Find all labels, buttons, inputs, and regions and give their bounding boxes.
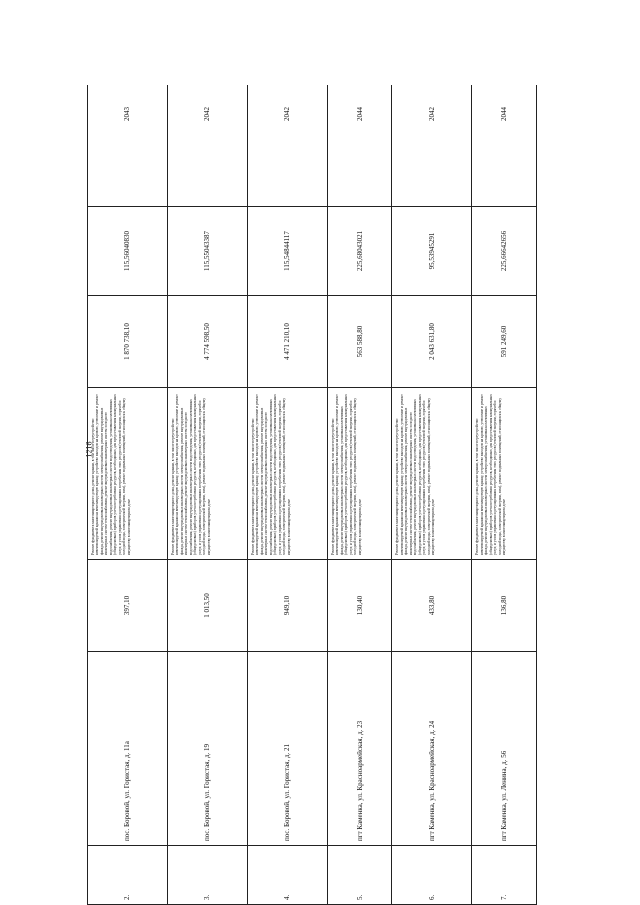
year: 2042 <box>427 107 436 121</box>
cost-cell <box>247 296 327 388</box>
area-cell <box>327 560 392 652</box>
cost: 591 249,60 <box>500 325 509 358</box>
rotated-table-viewport <box>84 85 537 905</box>
area: 130,40 <box>355 595 364 616</box>
address-cell <box>167 652 247 846</box>
row-number-cell <box>327 846 392 905</box>
year-cell <box>472 85 537 207</box>
row-number-cell <box>472 846 537 905</box>
year-cell <box>88 85 168 207</box>
row-number: 7. <box>500 894 509 900</box>
area-cell <box>247 560 327 652</box>
cost-cell <box>88 296 168 388</box>
table-row <box>247 85 327 905</box>
works-description: Ремонт фундамента многоквартирного дома, ремонт крыши, в том числе переустройство невентилируемой крыши на вентилируемую крышу, устройство выходов на кровлю, утепление и ремонт фасада, ремонт внутридомовых инженерных систем электроснабжения, ремонт внутридомовых инженерных систем теплоснабжения, ремонт внутридомовых инженерных систем холодного водоснабжения, ремонт внутридомовых инженерных систем водоотведения, установка коллективных (общедомовых) приборов учета потребления ресурсов, необходимых для предоставления коммунальных услуг, и узлов управления и регулирования потребления этих ресурсов (тепловой энергии, горячей и холодной воды, электрической энергии, газа), ремонт подвальных помещений, относящихся к общему имуществу в многоквартирном доме <box>250 394 291 555</box>
rate-cell <box>392 207 472 296</box>
area-cell <box>167 560 247 652</box>
works-description: Ремонт фундамента многоквартирного дома, ремонт крыши, в том числе переустройство невентилируемой крыши на вентилируемую крышу, устройство выходов на кровлю, утепление и ремонт фасада, ремонт внутридомовых инженерных систем электроснабжения, ремонт внутридомовых инженерных систем теплоснабжения, ремонт внутридомовых инженерных систем холодного водоснабжения, ремонт внутридомовых инженерных систем водоотведения, установка коллективных (общедомовых) приборов учета потребления ресурсов, необходимых для предоставления коммунальных услуг, и узлов управления и регулирования потребления этих ресурсов (тепловой энергии, горячей и холодной воды, электрической энергии, газа), ремонт подвальных помещений, относящихся к общему имуществу в многоквартирном доме <box>395 394 436 555</box>
cost: 4 774 598,50 <box>203 323 212 360</box>
row-number-cell <box>392 846 472 905</box>
page-number: 1216 <box>84 441 94 458</box>
unit-rate: 115,54844117 <box>283 231 292 271</box>
table-row <box>327 85 392 905</box>
works-cell <box>88 388 168 560</box>
year-cell <box>167 85 247 207</box>
area: 136,80 <box>500 595 509 616</box>
address-cell <box>472 652 537 846</box>
area: 949,10 <box>283 595 292 616</box>
address-cell <box>247 652 327 846</box>
cost: 4 471 210,10 <box>283 323 292 360</box>
address: пос. Боровой, ул. Гористая, д. 21 <box>283 743 292 841</box>
row-number: 4. <box>283 894 292 900</box>
address-cell <box>327 652 392 846</box>
works-cell <box>247 388 327 560</box>
cost: 563 588,80 <box>355 325 364 358</box>
row-number: 3. <box>203 894 212 900</box>
table-body <box>88 85 537 905</box>
cost-cell <box>167 296 247 388</box>
cost: 1 870 738,10 <box>123 323 132 360</box>
row-number: 5. <box>355 894 364 900</box>
area: 1 013,50 <box>203 593 212 618</box>
row-number: 2. <box>123 894 132 900</box>
rate-cell <box>88 207 168 296</box>
table-row <box>472 85 537 905</box>
address: пос. Боровой, ул. Гористая, д. 11а <box>123 741 132 841</box>
row-number-cell <box>167 846 247 905</box>
year: 2042 <box>283 107 292 121</box>
address: пгт Каменка, ул. Красноармейская, д. 23 <box>355 720 364 841</box>
table-row <box>167 85 247 905</box>
row-number: 6. <box>427 894 436 900</box>
row-number-cell <box>88 846 168 905</box>
rate-cell <box>247 207 327 296</box>
year-cell <box>327 85 392 207</box>
year: 2044 <box>500 107 509 121</box>
year: 2042 <box>203 107 212 121</box>
address: пгт Каменка, ул. Красноармейская, д. 24 <box>427 720 436 841</box>
landscape-sheet <box>84 85 537 905</box>
area-cell <box>392 560 472 652</box>
area-cell <box>88 560 168 652</box>
cost-cell <box>392 296 472 388</box>
unit-rate: 115,55043387 <box>203 231 212 271</box>
works-cell <box>167 388 247 560</box>
works-description: Ремонт фундамента многоквартирного дома, ремонт крыши, в том числе переустройство невентилируемой крыши на вентилируемую крышу, устройство выходов на кровлю, утепление и ремонт фасада, ремонт внутридомовых инженерных систем электроснабжения, ремонт внутридомовых инженерных систем теплоснабжения, ремонт внутридомовых инженерных систем холодного водоснабжения, ремонт внутридомовых инженерных систем водоотведения, установка коллективных (общедомовых) приборов учета потребления ресурсов, необходимых для предоставления коммунальных услуг, и узлов управления и регулирования потребления этих ресурсов (тепловой энергии, горячей и холодной воды, электрической энергии, газа), ремонт подвальных помещений, относящихся к общему имуществу в многоквартирном доме <box>91 394 131 555</box>
cost-cell <box>472 296 537 388</box>
year: 2044 <box>355 107 364 121</box>
year-cell <box>247 85 327 207</box>
area: 397,10 <box>123 595 132 616</box>
rate-cell <box>472 207 537 296</box>
year-cell <box>392 85 472 207</box>
unit-rate: 225,68043021 <box>355 230 364 272</box>
area: 433,80 <box>427 595 436 616</box>
works-description: Ремонт фундамента многоквартирного дома, ремонт крыши, в том числе переустройство невентилируемой крыши на вентилируемую крышу, устройство выходов на кровлю, утепление и ремонт фасада, ремонт внутридомовых инженерных систем электроснабжения, установка коллективных (общедомовых) приборов учета потребления ресурсов, необходимых для предоставления коммунальных услуг, и узлов управления и регулирования потребления этих ресурсов (тепловой энергии, горячей и холодной воды, электрической энергии, газа), ремонт подвальных помещений, относящихся к общему имуществу в многоквартирном доме <box>475 394 507 555</box>
unit-rate: 95,53945291 <box>427 232 436 270</box>
area-cell <box>472 560 537 652</box>
repair-schedule-table <box>84 85 537 905</box>
works-cell <box>327 388 392 560</box>
address-cell <box>88 652 168 846</box>
works-cell <box>472 388 537 560</box>
unit-rate: 115,56040830 <box>123 231 132 271</box>
cost: 2 043 631,80 <box>427 323 436 360</box>
cost-cell <box>327 296 392 388</box>
works-cell <box>392 388 472 560</box>
rate-cell <box>167 207 247 296</box>
year: 2043 <box>123 107 132 121</box>
address: пос. Боровой, ул. Гористая, д. 19 <box>203 743 212 841</box>
address-cell <box>392 652 472 846</box>
unit-rate: 225,66642656 <box>500 230 509 272</box>
rate-cell <box>327 207 392 296</box>
works-description: Ремонт фундамента многоквартирного дома, ремонт крыши, в том числе переустройство невентилируемой крыши на вентилируемую крышу, устройство выходов на кровлю, утепление и ремонт фасада, ремонт внутридомовых инженерных систем электроснабжения, ремонт внутридомовых инженерных систем теплоснабжения, ремонт внутридомовых инженерных систем холодного водоснабжения, ремонт внутридомовых инженерных систем водоотведения, установка коллективных (общедомовых) приборов учета потребления ресурсов, необходимых для предоставления коммунальных услуг, и узлов управления и регулирования потребления этих ресурсов (тепловой энергии, горячей и холодной воды, электрической энергии, газа), ремонт подвальных помещений, относящихся к общему имуществу в многоквартирном доме <box>170 394 211 555</box>
address: пгт Каменка, ул. Ленина, д. 56 <box>500 750 509 841</box>
row-number-cell <box>247 846 327 905</box>
table-row <box>88 85 168 905</box>
table-row <box>392 85 472 905</box>
works-description: Ремонт фундамента многоквартирного дома, ремонт крыши, в том числе переустройство невентилируемой крыши на вентилируемую крышу, устройство выходов на кровлю, утепление и ремонт фасада, ремонт внутридомовых инженерных систем электроснабжения, установка коллективных (общедомовых) приборов учета потребления ресурсов, необходимых для предоставления коммунальных услуг, и узлов управления и регулирования потребления этих ресурсов (тепловой энергии, горячей и холодной воды, электрической энергии, газа), ремонт подвальных помещений, относящихся к общему имуществу в многоквартирном доме <box>330 394 362 555</box>
